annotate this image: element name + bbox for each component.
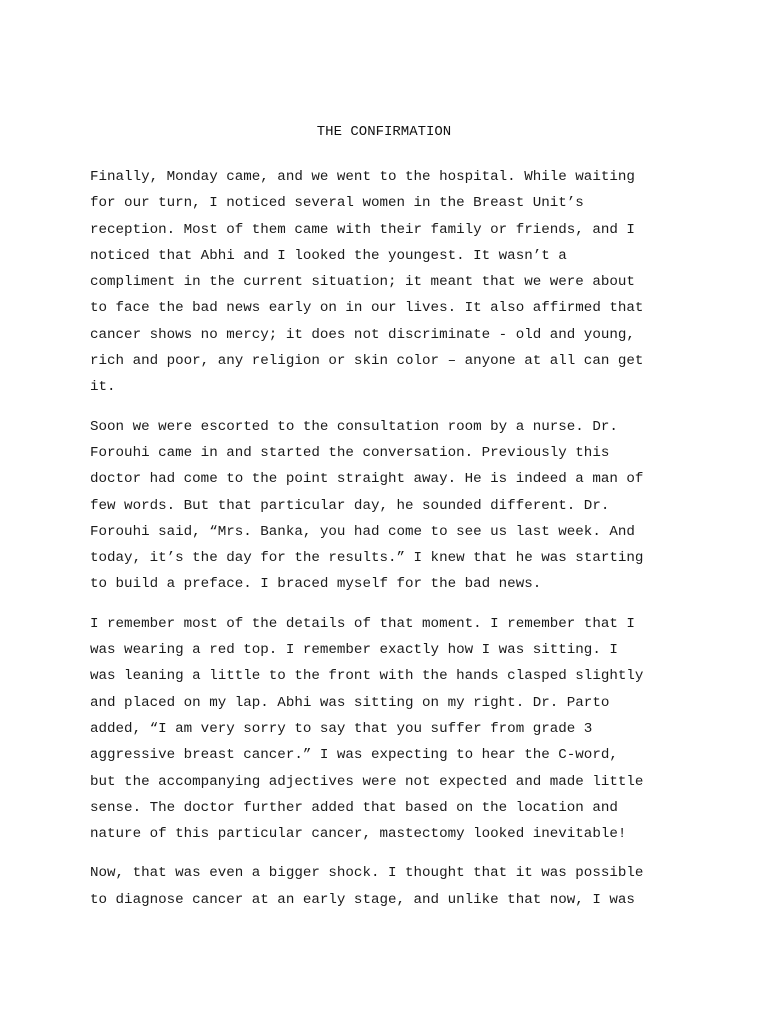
text-line: sense. The doctor further added that based on the location and bbox=[90, 799, 618, 816]
document-body bbox=[90, 164, 690, 926]
text-line: but the accompanying adjectives were not expected and made little bbox=[90, 773, 644, 790]
text-line: Soon we were escorted to the consultation room by a nurse. Dr. bbox=[90, 418, 618, 435]
text-line: aggressive breast cancer.” I was expecting to hear the C-word, bbox=[90, 747, 618, 764]
text-line: doctor had come to the point straight away. He is indeed a man of bbox=[90, 471, 644, 488]
text-line: was wearing a red top. I remember exactly how I was sitting. I bbox=[90, 642, 618, 659]
text-line: and placed on my lap. Abhi was sitting on my right. Dr. Parto bbox=[90, 694, 610, 711]
text-line: reception. Most of them came with their family or friends, and I bbox=[90, 221, 635, 238]
text-line: was leaning a little to the front with the hands clasped slightly bbox=[90, 668, 644, 685]
text-line: to diagnose cancer at an early stage, and unlike that now, I was bbox=[90, 891, 635, 908]
text-line: Forouhi said, “Mrs. Banka, you had come to see us last week. And bbox=[90, 523, 635, 540]
paragraph-3 bbox=[90, 611, 690, 848]
paragraph-1 bbox=[90, 164, 690, 401]
paragraph-2 bbox=[90, 414, 690, 598]
text-line: to face the bad news early on in our lives. It also affirmed that bbox=[90, 300, 644, 317]
text-line: Forouhi came in and started the conversation. Previously this bbox=[90, 444, 610, 461]
text-line: today, it’s the day for the results.” I knew that he was starting bbox=[90, 550, 644, 567]
text-line: it. bbox=[90, 379, 116, 396]
text-line: nature of this particular cancer, mastectomy looked inevitable! bbox=[90, 826, 627, 843]
text-line: cancer shows no mercy; it does not discriminate - old and young, bbox=[90, 326, 635, 343]
text-line: Finally, Monday came, and we went to the hospital. While waiting bbox=[90, 169, 635, 185]
paragraph-4 bbox=[90, 860, 690, 913]
text-line: rich and poor, any religion or skin color – anyone at all can get bbox=[90, 353, 644, 370]
text-line: Now, that was even a bigger shock. I thought that it was possible bbox=[90, 865, 644, 882]
text-line: compliment in the current situation; it meant that we were about bbox=[90, 274, 635, 291]
text-line: I remember most of the details of that moment. I remember that I bbox=[90, 615, 635, 632]
page-title: THE CONFIRMATION bbox=[316, 124, 452, 140]
text-line: added, “I am very sorry to say that you suffer from grade 3 bbox=[90, 720, 593, 737]
text-line: for our turn, I noticed several women in the Breast Unit’s bbox=[90, 195, 584, 212]
text-line: few words. But that particular day, he sounded different. Dr. bbox=[90, 497, 610, 514]
text-line: noticed that Abhi and I looked the youngest. It wasn’t a bbox=[90, 247, 567, 264]
text-line: to build a preface. I braced myself for the bad news. bbox=[90, 576, 542, 593]
